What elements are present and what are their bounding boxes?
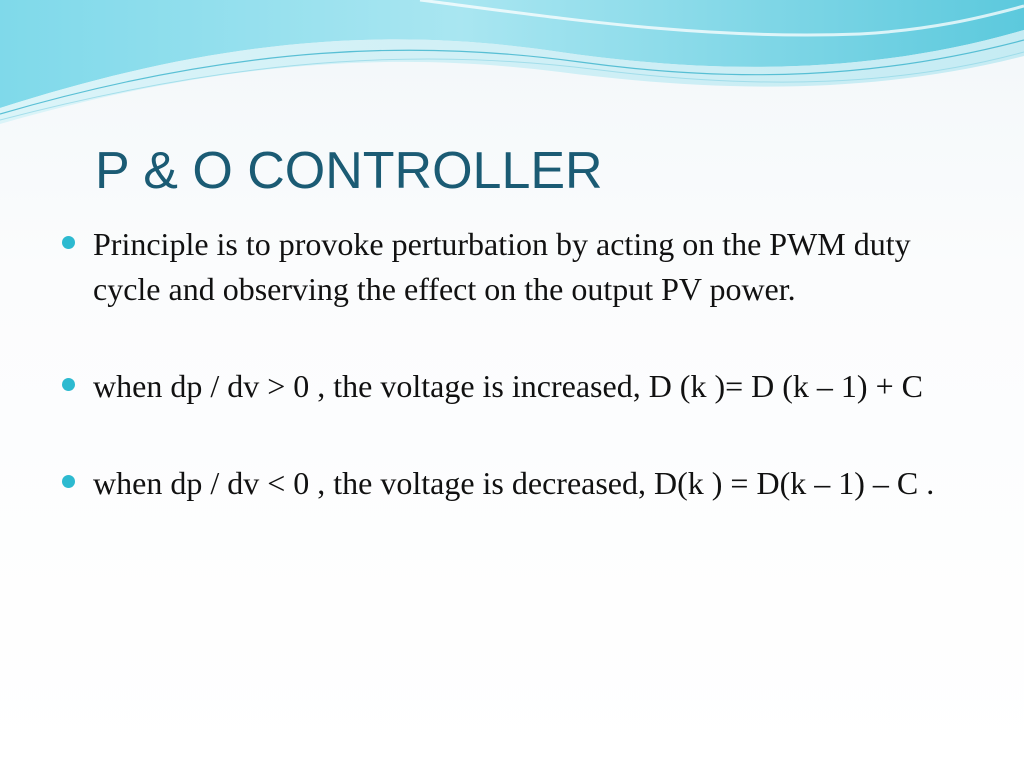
bullet-dot-icon [62, 378, 75, 391]
bullet-text: when dp / dv > 0 , the voltage is increased, D (k )= D (k – 1) + C [93, 368, 923, 404]
bullet-text: Principle is to provoke perturbation by acting on the PWM duty cycle and observing the effect on the output PV power. [93, 226, 911, 307]
bullet-item [62, 364, 962, 409]
bullet-dot-icon [62, 475, 75, 488]
bullet-text: when dp / dv < 0 , the voltage is decreased, D(k ) = D(k – 1) – C . [93, 465, 935, 501]
header-wave-decoration [0, 0, 1024, 130]
bullet-list [62, 222, 962, 506]
bullet-item [62, 461, 962, 506]
bullet-dot-icon [62, 236, 75, 249]
bullet-item [62, 222, 962, 312]
slide-title: P & O CONTROLLER [95, 142, 603, 200]
